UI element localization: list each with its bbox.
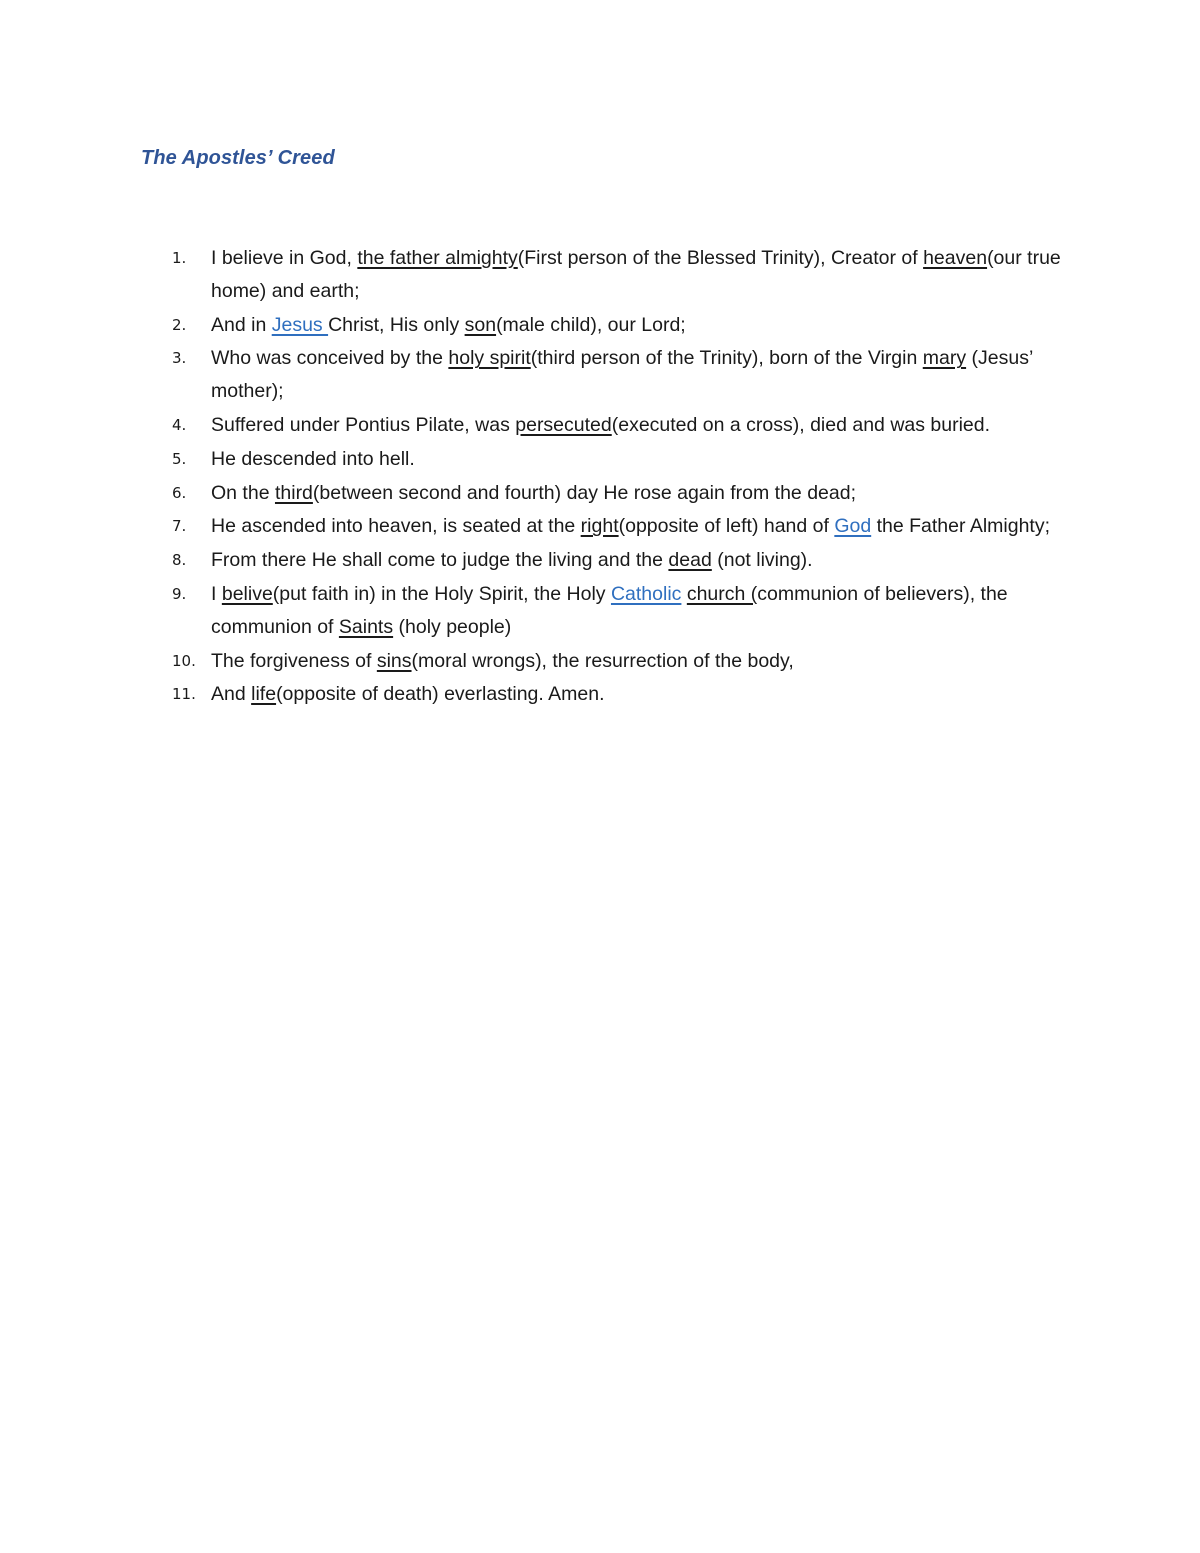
underlined-term: church ( — [686, 582, 758, 605]
list-item-number: 5. — [172, 449, 187, 468]
list-item-text: The forgiveness of — [211, 649, 377, 672]
list-item-text: (put faith in) in the Holy Spirit, the Holy — [272, 582, 611, 605]
underlined-term: third — [274, 481, 313, 504]
list-item-text: (between second and fourth) day He rose again from the dead; — [312, 481, 856, 504]
list-item-text: (holy people) — [393, 615, 512, 638]
list-item — [0, 645, 1200, 678]
list-item-text: From there He shall come to judge the living and the — [211, 549, 669, 572]
underlined-term: holy spirit — [448, 347, 531, 370]
list-item-text: (First person of the Blessed Trinity), Creator of — [517, 247, 924, 269]
list-item-text: (Jesus’ mother); — [211, 347, 1033, 403]
page-title: The Apostles’ Creed — [141, 147, 335, 169]
list-item-text: And — [211, 683, 252, 706]
underlined-term: sins — [376, 649, 412, 672]
list-item-number: 1. — [172, 249, 187, 267]
list-item-text: On the — [211, 481, 275, 504]
underlined-term: Saints — [338, 615, 394, 638]
list-item — [0, 309, 1200, 342]
list-item-number: 4. — [172, 415, 187, 434]
list-item-number: 10. — [172, 651, 196, 670]
list-item — [0, 578, 1200, 644]
list-item — [0, 443, 1200, 476]
list-item-number: 7. — [172, 517, 187, 536]
list-item-text: Christ, His only — [328, 313, 465, 336]
list-item-text: (executed on a cross), died and was buried. — [611, 413, 991, 436]
list-item — [0, 510, 1200, 543]
hyperlink[interactable]: God — [834, 515, 872, 538]
underlined-term: son — [464, 313, 497, 336]
list-item-text: (our true home) and earth; — [211, 247, 1061, 302]
list-item-text: I — [211, 582, 222, 605]
list-item-number: 9. — [172, 584, 187, 603]
list-item-text: And in — [211, 313, 272, 336]
underlined-term: persecuted — [515, 413, 612, 436]
hyperlink[interactable]: Jesus — [271, 313, 329, 336]
list-item-text: the Father Almighty; — [871, 515, 1051, 538]
list-item-text: (male child), our Lord; — [496, 313, 686, 336]
list-item-number: 8. — [172, 551, 187, 570]
underlined-term: right — [580, 515, 619, 538]
list-item — [0, 544, 1200, 577]
list-item-number: 2. — [172, 315, 187, 334]
underlined-term: mary — [922, 347, 967, 370]
list-item-number: 11. — [172, 685, 196, 704]
list-item — [0, 342, 1200, 408]
list-item-text: (opposite of left) hand of — [618, 515, 835, 538]
list-item-text: (third person of the Trinity), born of the Virgin — [530, 347, 923, 370]
list-item-text: I believe in God, — [211, 247, 358, 269]
list-item — [0, 409, 1200, 442]
list-item-text: (moral wrongs), the resurrection of the body, — [411, 649, 794, 672]
list-item-text: (opposite of death) everlasting. Amen. — [276, 683, 605, 706]
creed-list — [0, 242, 1200, 712]
underlined-term: the father almighty — [357, 247, 518, 269]
list-item-text: He ascended into heaven, is seated at the — [211, 515, 581, 538]
list-item-text: (not living). — [711, 549, 813, 572]
list-item-text: He descended into hell. — [211, 447, 415, 470]
underlined-term: heaven — [923, 247, 988, 269]
hyperlink[interactable]: Catholic — [610, 582, 682, 605]
underlined-term: dead — [668, 549, 712, 572]
list-item-text: communion of believers), the communion of — [211, 582, 1008, 638]
underlined-term: belive — [221, 582, 273, 605]
underlined-term: life — [251, 683, 277, 706]
list-item-text: Who was conceived by the — [211, 347, 449, 370]
list-item-number: 3. — [172, 349, 187, 368]
list-item-number: 6. — [172, 483, 187, 502]
list-item — [0, 678, 1200, 711]
list-item — [0, 242, 1200, 308]
list-item-text: Suffered under Pontius Pilate, was — [211, 413, 516, 436]
list-item — [0, 477, 1200, 510]
